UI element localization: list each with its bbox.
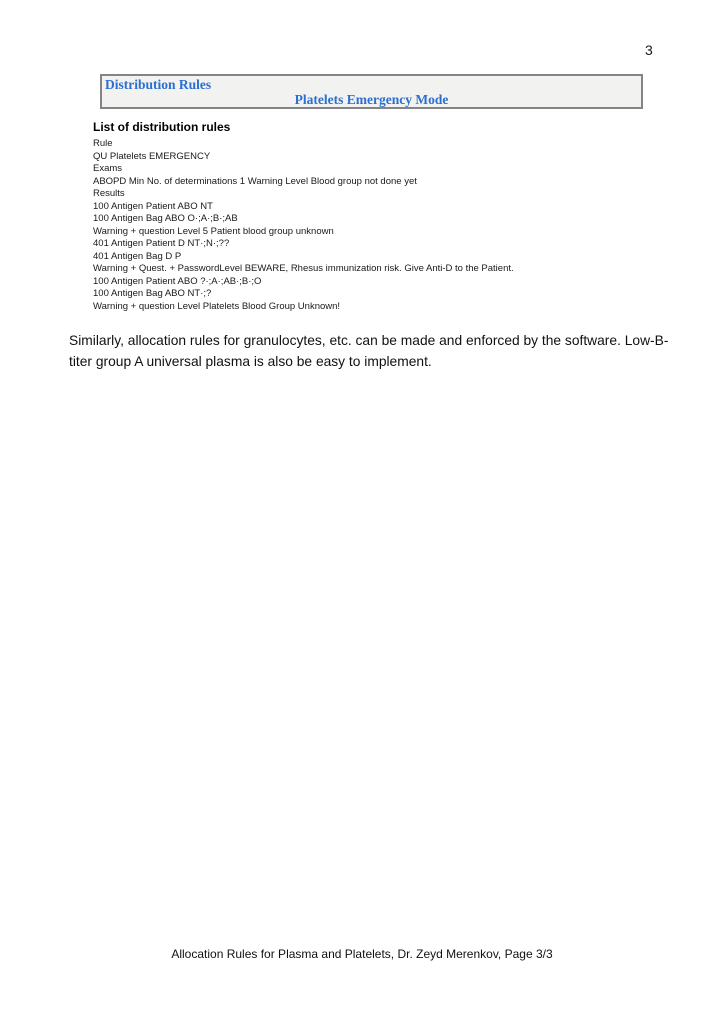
distribution-rules-section	[93, 120, 653, 313]
rule-line: 100 Antigen Patient ABO ?·;A·;AB·;B·;O	[93, 275, 262, 287]
footer-text: Allocation Rules for Plasma and Platelets, Dr. Zeyd Merenkov, Page 3/3	[171, 947, 553, 961]
distribution-rules-header-box	[100, 74, 643, 109]
rule-line: 401 Antigen Bag D P	[93, 250, 182, 262]
rule-line: Warning + question Level 5 Patient blood group unknown	[93, 225, 334, 237]
rule-line: Exams	[93, 163, 123, 174]
rule-line: Rule	[93, 138, 113, 149]
rule-line: ABOPD Min No. of determinations 1 Warning Level Blood group not done yet	[93, 175, 417, 187]
rule-line: Results	[93, 188, 125, 199]
rule-line: 100 Antigen Patient ABO NT	[93, 200, 213, 212]
rule-line: Warning + question Level Platelets Blood Group Unknown!	[93, 300, 341, 312]
header-title-distribution-rules: Distribution Rules	[105, 77, 212, 92]
rules-list	[93, 138, 653, 313]
rule-line: 100 Antigen Bag ABO O·;A·;B·;AB	[93, 213, 238, 224]
rule-line: Warning + Quest. + PasswordLevel BEWARE, Rhesus immunization risk. Give Anti-D to the Patient.	[93, 263, 514, 274]
rule-line: 100 Antigen Bag ABO NT·;?	[93, 288, 212, 299]
rules-section-heading: List of distribution rules	[93, 120, 231, 134]
rule-line: QU Platelets EMERGENCY	[93, 150, 211, 162]
rule-line: 401 Antigen Patient D NT·;N·;??	[93, 238, 230, 249]
page-number: 3	[645, 42, 653, 58]
header-title-platelets-emergency-mode: Platelets Emergency Mode	[294, 92, 449, 107]
body-paragraph: Similarly, allocation rules for granulocytes, etc. can be made and enforced by the software. Low-B-titer group A universal plasma is also be easy to implement.	[69, 333, 669, 369]
